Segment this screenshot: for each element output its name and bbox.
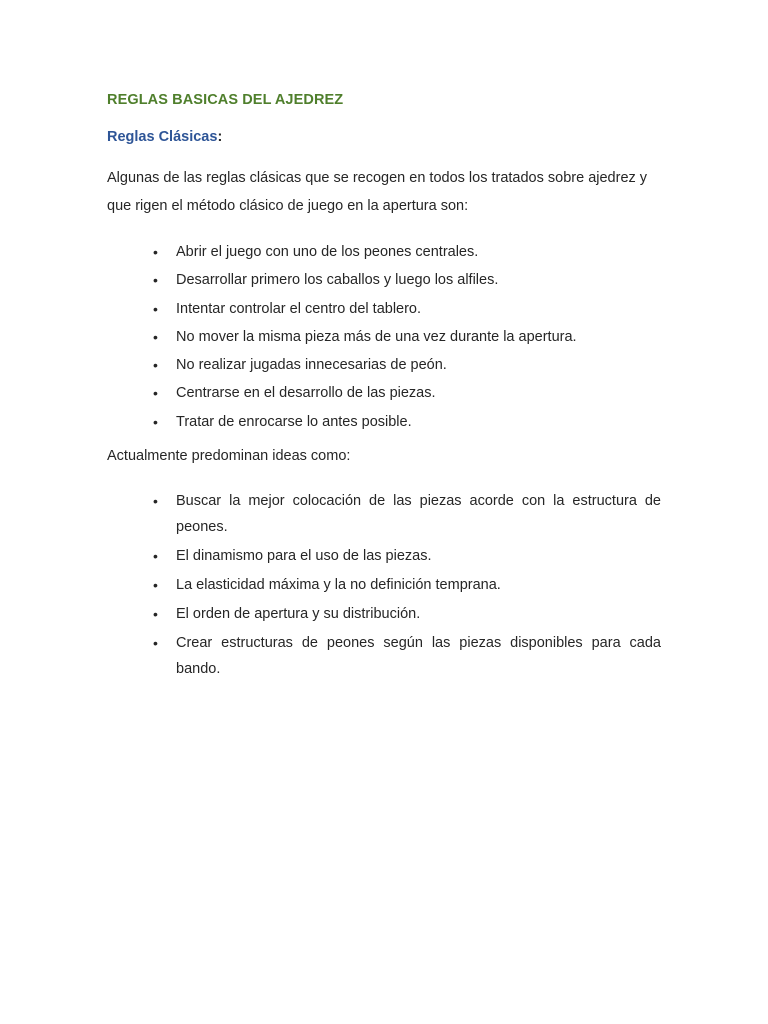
- list-item: [107, 295, 661, 323]
- list-item: [107, 630, 661, 682]
- bullet-icon: •: [153, 635, 158, 652]
- intro-paragraph: Algunas de las reglas clásicas que se recogen en todos los tratados sobre ajedrez y que rigen el método clásico de juego en la apertura son:: [107, 170, 648, 214]
- document-content: [107, 91, 661, 685]
- list-item: [107, 238, 661, 266]
- list-item-text: No realizar jugadas innecesarias de peón.: [176, 357, 447, 374]
- list-item: [107, 572, 661, 598]
- bullet-icon: •: [153, 272, 158, 289]
- bullet-icon: •: [153, 413, 158, 430]
- list-item: [107, 323, 661, 351]
- list-item-text: El orden de apertura y su distribución.: [176, 606, 421, 623]
- bullet-icon: •: [153, 300, 158, 317]
- bullet-icon: •: [153, 493, 158, 510]
- modern-ideas-list: [107, 488, 661, 682]
- bullet-icon: •: [153, 357, 158, 374]
- section-heading-colon: :: [217, 129, 223, 145]
- section-heading: [107, 128, 661, 146]
- list-item: [107, 488, 661, 540]
- list-item: [107, 266, 661, 294]
- list-item-text: El dinamismo para el uso de las piezas.: [176, 548, 432, 565]
- bullet-icon: •: [153, 548, 158, 565]
- list-item: [107, 408, 661, 436]
- list-item-text: No mover la misma pieza más de una vez durante la apertura.: [176, 328, 577, 345]
- section-heading-text: Reglas Clásicas: [107, 129, 218, 145]
- bullet-icon: •: [153, 385, 158, 402]
- document-title: REGLAS BASICAS DEL AJEDREZ: [107, 92, 344, 108]
- list-item-text: Crear estructuras de peones según las piezas disponibles para cada bando.: [176, 635, 661, 678]
- bullet-icon: •: [153, 328, 158, 345]
- classic-rules-list: [107, 238, 661, 436]
- list-item: [107, 601, 661, 627]
- list-item-text: La elasticidad máxima y la no definición temprana.: [176, 577, 501, 594]
- list-item-text: Desarrollar primero los caballos y luego los alfiles.: [176, 272, 499, 289]
- bullet-icon: •: [153, 606, 158, 623]
- modern-intro-paragraph: Actualmente predominan ideas como:: [107, 448, 351, 465]
- list-item-text: Intentar controlar el centro del tablero.: [176, 300, 422, 317]
- list-item-text: Tratar de enrocarse lo antes posible.: [176, 413, 412, 430]
- list-item: [107, 543, 661, 569]
- bullet-icon: •: [153, 577, 158, 594]
- list-item-text: Buscar la mejor colocación de las piezas acorde con la estructura de peones.: [176, 493, 661, 536]
- list-item-text: Abrir el juego con uno de los peones centrales.: [176, 244, 479, 260]
- list-item: [107, 379, 661, 407]
- list-item: [107, 351, 661, 379]
- list-item-text: Centrarse en el desarrollo de las piezas.: [176, 385, 436, 402]
- bullet-icon: •: [153, 244, 158, 260]
